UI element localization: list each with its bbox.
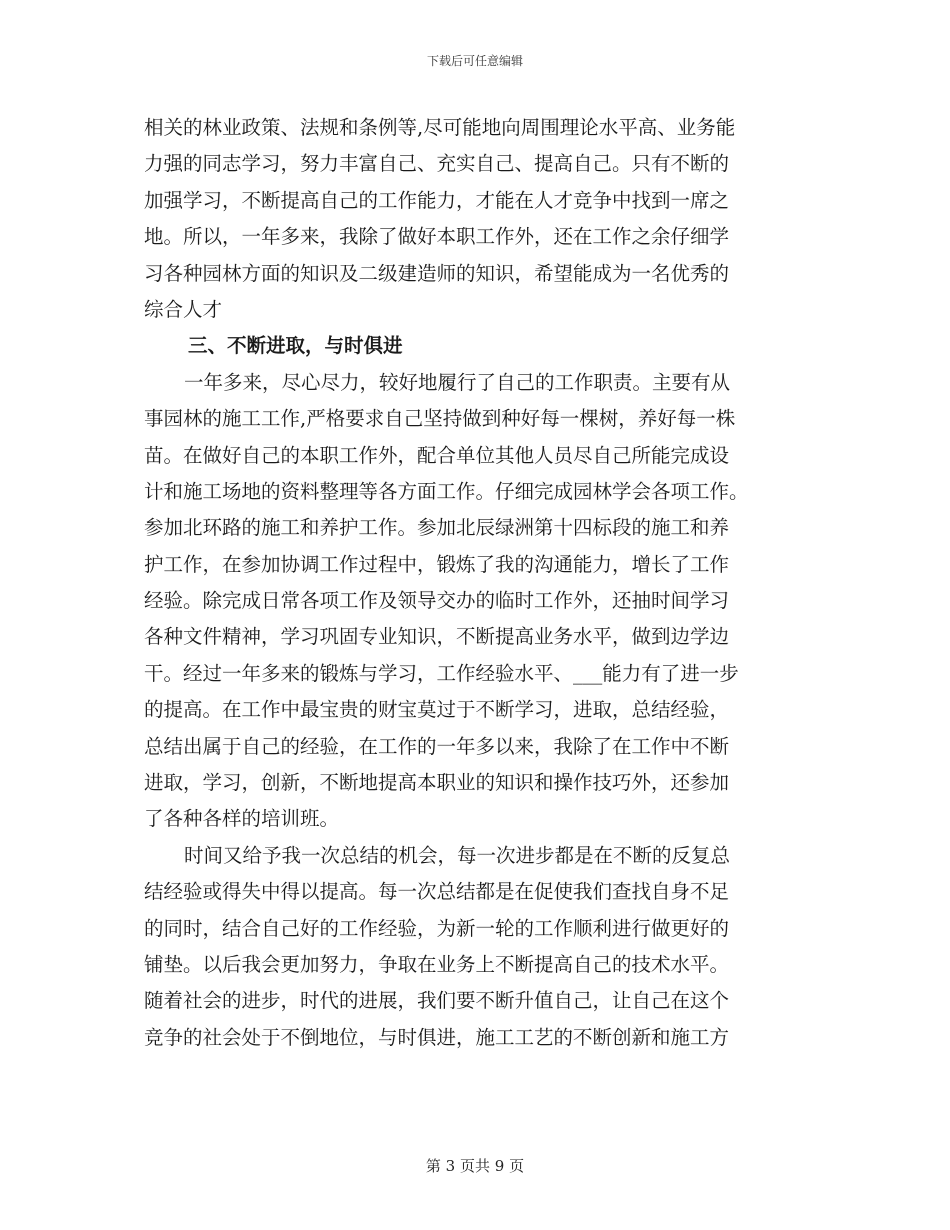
text-line: 铺垫。以后我会更加努力，争取在业务上不断提高自己的技术水平。 — [144, 952, 730, 976]
text-line: 总结出属于自己的经验，在工作的一年多以来，我除了在工作中不断 — [144, 734, 730, 758]
text-line: 的同时，结合自己好的工作经验，为新一轮的工作顺利进行做更好的 — [144, 916, 730, 940]
text-line: 相关的林业政策、法规和条例等,尽可能地向周围理论水平高、业务能 — [144, 116, 736, 139]
text-line: 了各种各样的培训班。 — [144, 807, 340, 831]
text-line: 综合人才 — [144, 297, 223, 321]
text-line: 的提高。在工作中最宝贵的财宝莫过于不断学习，进取，总结经验， — [144, 698, 730, 722]
text-line: 习各种园林方面的知识及二级建造师的知识，希望能成为一名优秀的 — [144, 261, 730, 285]
text-line: 地。所以，一年多来，我除了做好本职工作外，还在工作之余仔细学 — [144, 225, 730, 249]
page-header: 下载后可任意编辑 — [426, 54, 523, 68]
text-line: 干。经过一年多来的锻炼与学习，工作经验水平、___能力有了进一步 — [144, 661, 739, 685]
text-line: 加强学习，不断提高自己的工作能力，才能在人才竞争中找到一席之 — [144, 188, 730, 212]
text-line: 参加北环路的施工和养护工作。参加北辰绿洲第十四标段的施工和养 — [144, 516, 730, 540]
document-body — [144, 110, 800, 1056]
text-line: 各种文件精神，学习巩固专业知识，不断提高业务水平，做到边学边 — [144, 625, 730, 649]
text-line: 时间又给予我一次总结的机会，每一次进步都是在不断的反复总 — [184, 843, 731, 867]
text-line: 竞争的社会处于不倒地位，与时俱进，施工工艺的不断创新和施工方 — [144, 1025, 730, 1049]
text-line: 苗。在做好自己的本职工作外，配合单位其他人员尽自己所能完成设 — [144, 443, 730, 467]
text-line: 进取，学习，创新，不断地提高本职业的知识和操作技巧外，还参加 — [144, 771, 730, 795]
text-line: 护工作，在参加协调工作过程中，锻炼了我的沟通能力，增长了工作 — [144, 552, 730, 576]
text-line: 一年多来，尽心尽力，较好地履行了自己的工作职责。主要有从 — [184, 370, 731, 394]
text-line: 结经验或得失中得以提高。每一次总结都是在促使我们查找自身不足 — [144, 880, 730, 904]
page-footer: 第 3 页共 9 页 — [425, 1157, 525, 1175]
text-line: 经验。除完成日常各项工作及领导交办的临时工作外，还抽时间学习 — [144, 589, 730, 613]
text-line: 力强的同志学习，努力丰富自己、充实自己、提高自己。只有不断的 — [144, 152, 730, 176]
text-line: 随着社会的进步，时代的进展，我们要不断升值自己，让自己在这个 — [144, 989, 730, 1013]
text-line: 计和施工场地的资料整理等各方面工作。仔细完成园林学会各项工作。 — [144, 479, 749, 503]
section-heading: 三、不断进取，与时俱进 — [188, 334, 403, 358]
text-line: 事园林的施工工作,严格要求自己坚持做到种好每一棵树，养好每一株 — [144, 407, 736, 431]
